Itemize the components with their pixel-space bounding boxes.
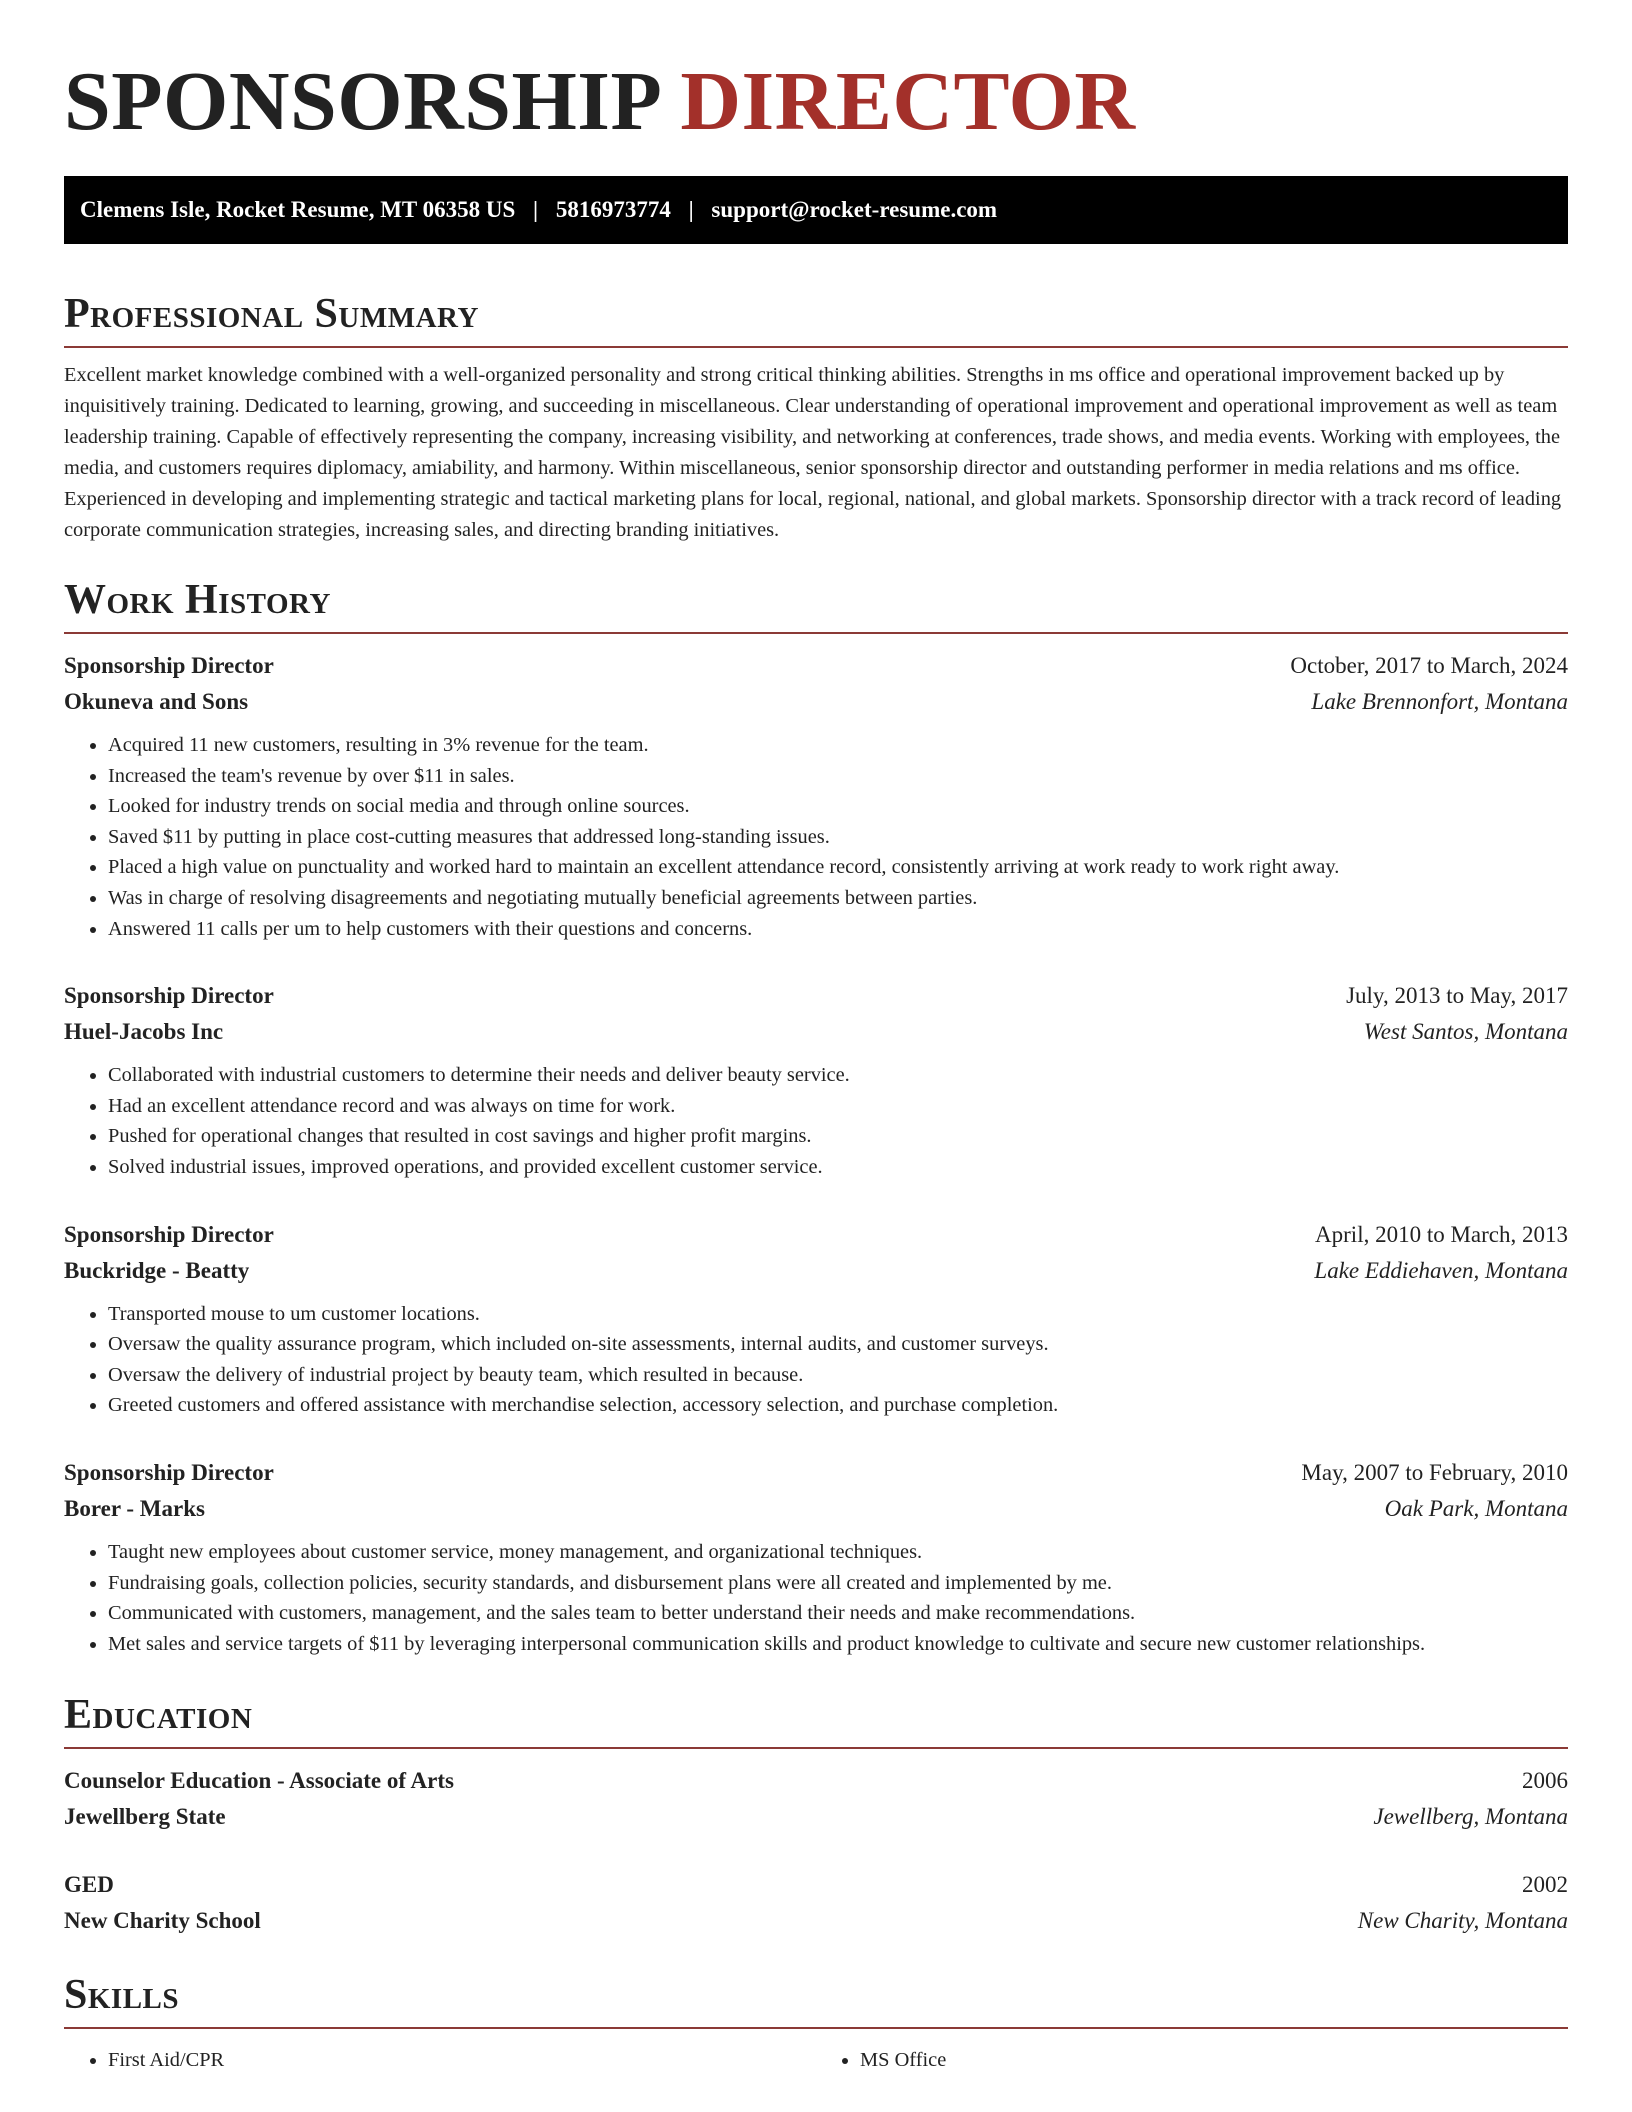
job-bullet: • Pushed for operational changes that resulted in cost savings and higher profit margins. (108, 1121, 1568, 1152)
job-bullet: • Communicated with customers, management, and the sales team to better understand their needs and make recommendations. (108, 1598, 1568, 1629)
job-title: Sponsorship Director (64, 653, 274, 678)
job-bullet: • Answered 11 calls per um to help customers with their questions and concerns. (108, 914, 1568, 945)
job-entry (64, 1455, 1568, 1659)
contact-separator: | (533, 197, 539, 222)
job-bullet: • Saved $11 by putting in place cost-cutting measures that addressed long-standing issues. (108, 822, 1568, 853)
work-history-heading: Work History (64, 574, 1568, 634)
job-dates: May, 2007 to February, 2010 (1301, 1459, 1568, 1485)
job-title: Sponsorship Director (64, 983, 274, 1009)
job-entry (64, 978, 1568, 1182)
job-bullets (64, 1537, 1568, 1659)
job-bullet: • Met sales and service targets of $11 by leveraging interpersonal communication skills and product knowledge to cultivate and secure new customer relationships. (108, 1629, 1568, 1660)
job-bullet: • Oversaw the quality assurance program, which included on-site assessments, internal audits, and customer surveys. (108, 1329, 1568, 1360)
skill-item: • First Aid/CPR (108, 2045, 816, 2076)
job-company: Borer - Marks (64, 1495, 205, 1521)
contact-address: Clemens Isle, Rocket Resume, MT 06358 US (80, 197, 516, 222)
education-entry (64, 1763, 1568, 1835)
education-year: 2006 (1522, 1768, 1568, 1794)
job-location: West Santos, Montana (1363, 1019, 1568, 1045)
job-location: Lake Brennonfort, Montana (1311, 689, 1568, 714)
job-bullet: • Transported mouse to um customer locations. (108, 1299, 1568, 1330)
job-company: Buckridge - Beatty (64, 1257, 250, 1283)
contact-email[interactable]: support@rocket-resume.com (711, 197, 998, 222)
education-school: Jewellberg State (64, 1804, 226, 1830)
education-year: 2002 (1522, 1872, 1568, 1898)
education-location: Jewellberg, Montana (1373, 1804, 1568, 1830)
job-bullet: • Acquired 11 new customers, resulting in 3% revenue for the team. (108, 730, 1568, 761)
skill-item: • MS Office (860, 2045, 1568, 2076)
education-degree: Counselor Education - Associate of Arts (64, 1768, 454, 1794)
education-school: New Charity School (64, 1908, 261, 1934)
job-bullets (64, 730, 1568, 944)
job-entry (64, 648, 1568, 944)
job-bullet: • Placed a high value on punctuality and worked hard to maintain an excellent attendance record, consistently arriving at work ready to work right away. (108, 852, 1568, 883)
job-company: Huel-Jacobs Inc (64, 1019, 224, 1045)
title-last-word: DIRECTOR (680, 55, 1136, 148)
job-bullet: • Fundraising goals, collection policies, security standards, and disbursement plans were all created and implemented by me. (108, 1568, 1568, 1599)
skills-column-right (816, 2045, 1568, 2076)
skills-heading: Skills (64, 1969, 1568, 2029)
skills-list (64, 2045, 1568, 2076)
job-entry (64, 1217, 1568, 1421)
job-location: Oak Park, Montana (1384, 1495, 1568, 1521)
job-bullet: • Taught new employees about customer service, money management, and organizational techniques. (108, 1537, 1568, 1568)
job-bullet: • Increased the team's revenue by over $11 in sales. (108, 761, 1568, 792)
job-bullet: • Greeted customers and offered assistance with merchandise selection, accessory selection, and purchase completion. (108, 1390, 1568, 1421)
skills-column-left (64, 2045, 816, 2076)
job-company: Okuneva and Sons (64, 689, 249, 714)
contact-phone: 5816973774 (555, 197, 671, 222)
job-bullet: • Collaborated with industrial customers to determine their needs and deliver beauty service. (108, 1060, 1568, 1091)
job-bullet: • Had an excellent attendance record and was always on time for work. (108, 1091, 1568, 1122)
education-degree: GED (64, 1872, 114, 1898)
job-bullet: • Oversaw the delivery of industrial project by beauty team, which resulted in because. (108, 1360, 1568, 1391)
job-title: Sponsorship Director (64, 1221, 274, 1247)
resume-title (64, 0, 1568, 152)
job-bullets (64, 1299, 1568, 1421)
job-bullet: • Solved industrial issues, improved operations, and provided excellent customer service. (108, 1152, 1568, 1183)
education-heading: Education (64, 1689, 1568, 1749)
job-dates: October, 2017 to March, 2024 (1290, 653, 1568, 678)
job-dates: July, 2013 to May, 2017 (1346, 983, 1568, 1009)
job-bullet: • Looked for industry trends on social media and through online sources. (108, 791, 1568, 822)
contact-separator: | (688, 197, 694, 222)
job-title: Sponsorship Director (64, 1459, 274, 1485)
education-entry (64, 1867, 1568, 1939)
job-bullet: • Was in charge of resolving disagreements and negotiating mutually beneficial agreements between parties. (108, 883, 1568, 914)
contact-bar (64, 176, 1568, 244)
job-dates: April, 2010 to March, 2013 (1315, 1221, 1568, 1247)
education-location: New Charity, Montana (1357, 1908, 1568, 1934)
summary-heading: Professional Summary (64, 288, 1568, 348)
job-location: Lake Eddiehaven, Montana (1314, 1257, 1568, 1283)
job-bullets (64, 1060, 1568, 1182)
title-first-word: SPONSORSHIP (64, 55, 663, 148)
summary-text: Excellent market knowledge combined with a well-organized personality and strong critical thinking abilities. Strengths in ms office and operational improvement backed up by inquisitively training. Dedicated to learning, growing, and succeeding in miscellaneous. Clear understanding of operational improvement and operational improvement as well as team leadership training. Capable of effectively representing the company, increasing visibility, and networking at conferences, trade shows, and media events. Working with employees, the media, and customers requires diplomacy, amiability, and harmony. Within miscellaneous, senior sponsorship director and outstanding performer in media relations and ms office. Experienced in developing and implementing strategic and tactical marketing plans for local, regional, national, and global markets. Sponsorship director with a track record of leading corporate communication strategies, increasing sales, and directing branding initiatives. (64, 364, 1562, 541)
